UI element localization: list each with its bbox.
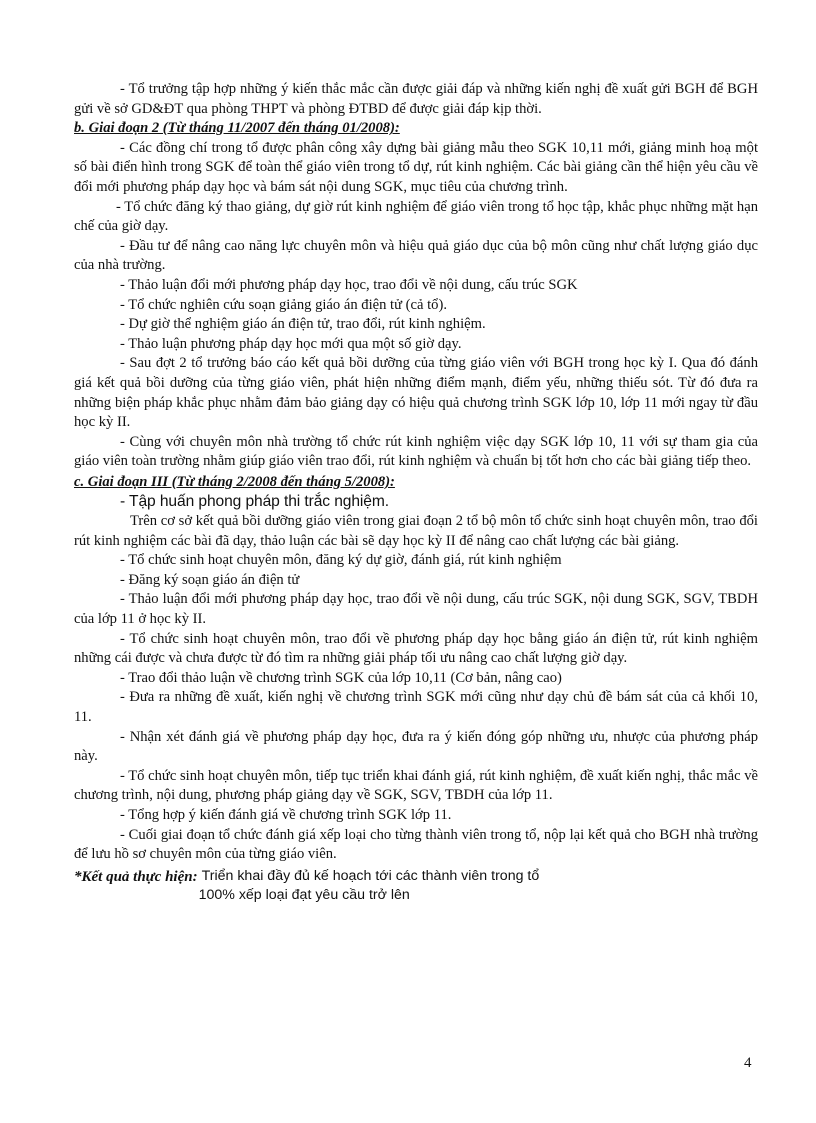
stage2-item: - Cùng với chuyên môn nhà trường tổ chức rút kinh nghiệm việc dạy SGK lớp 10, 11 với sự tham gia của giáo viên toàn trường nhằm giúp giáo viên trao đổi, rút kinh nghiệm và chuẩn bị tốt hơn cho các bài giảng tiếp theo. — [74, 433, 758, 470]
stage2-item: - Đầu tư để nâng cao năng lực chuyên môn và hiệu quả giáo dục của bộ môn cũng như chất lượng giáo dục của nhà trường. — [74, 237, 758, 274]
stage2-heading: b. Giai đoạn 2 (Từ tháng 11/2007 đến tháng 01/2008): — [74, 120, 400, 137]
stage3-heading: c. Giai đoạn III (Từ tháng 2/2008 đến tháng 5/2008): — [74, 473, 395, 490]
stage2-item: - Dự giờ thể nghiệm giáo án điện tử, trao đổi, rút kinh nghiệm. — [120, 316, 486, 333]
stage3-item: - Tổ chức sinh hoạt chuyên môn, đăng ký dự giờ, đánh giá, rút kinh nghiệm — [120, 552, 562, 569]
page-number: 4 — [744, 1055, 752, 1071]
stage3-item: - Đưa ra những đề xuất, kiến nghị về chương trình SGK mới cũng như dạy chủ đề bám sát của cả khối 10, 11. — [74, 689, 758, 725]
stage2-item: - Sau đợt 2 tổ trưởng báo cáo kết quả bồi dưỡng của từng giáo viên với BGH trong học kỳ I. Qua đó đánh giá kết quả bồi dưỡng của từng giáo viên, phát hiện những điểm mạnh, điểm yếu, những thiếu sót. Từ đó đưa ra những biện pháp khắc phục nhằm đảm bảo giảng dạy có hiệu quả chương trình SGK lớp 10, lớp 11 mới ngay từ đầu học kỳ II. — [74, 355, 758, 431]
stage2-item: - Thảo luận phương pháp dạy học mới qua một số giờ dạy. — [120, 335, 462, 352]
result-line: 100% xếp loại đạt yêu cầu trở lên — [198, 886, 410, 903]
paragraph: - Tổ trưởng tập hợp những ý kiến thắc mắc cần được giải đáp và những kiến nghị đề xuất gửi BGH để BGH gửi về sở GD&ĐT qua phòng THPT và phòng ĐTBD để được giải đáp kịp thời. — [74, 81, 758, 117]
stage2-item: - Tổ chức nghiên cứu soạn giảng giáo án điện tử (cả tổ). — [120, 296, 447, 313]
stage3-item: - Thảo luận đổi mới phương pháp dạy học, trao đổi về nội dung, cấu trúc SGK, nội dung SGK, SGV, TBDH của lớp 11 ở học kỳ II. — [74, 591, 758, 628]
stage3-subheading: - Tập huấn phong pháp thi trắc nghiệm. — [120, 493, 389, 511]
stage3-intro: Trên cơ sở kết quả bồi dưỡng giáo viên trong giai đoạn 2 tổ bộ môn tổ chức sinh hoạt chuyên môn, trao đổi rút kinh nghiệm các bài đã dạy, thảo luận các bài sẽ dạy học kỳ II để nâng cao chất lượng các bài giảng. — [74, 513, 758, 549]
stage2-item: - Tổ chức đăng ký thao giảng, dự giờ rút kinh nghiệm để giáo viên trong tổ học tập, khắc phục những mặt hạn chế của giờ dạy. — [74, 198, 758, 235]
result-section — [74, 867, 758, 905]
stage3-item: - Trao đổi thảo luận về chương trình SGK của lớp 10,11 (Cơ bản, nâng cao) — [120, 669, 562, 686]
stage3-item: - Tổ chức sinh hoạt chuyên môn, tiếp tục triển khai đánh giá, rút kinh nghiệm, đề xuất kiến nghị, thắc mắc về chương trình, nội dung, phương pháp giảng dạy về SGK, SGV, TBDH của lớp 11. — [74, 767, 758, 804]
stage3-item: - Tổ chức sinh hoạt chuyên môn, trao đổi về phương pháp dạy học bằng giáo án điện tử, rút kinh nghiệm những cái được và chưa được từ đó tìm ra những giải pháp tối ưu nâng cao chất lượng giờ dạy. — [74, 630, 758, 667]
stage3-item: - Tổng hợp ý kiến đánh giá về chương trình SGK lớp 11. — [120, 806, 452, 823]
stage3-item: - Đăng ký soạn giáo án điện tử — [120, 571, 300, 588]
document-body — [74, 80, 758, 905]
result-values — [198, 867, 540, 905]
stage2-item: - Thảo luận đổi mới phương pháp dạy học, trao đổi về nội dung, cấu trúc SGK — [120, 276, 578, 293]
result-line: Triển khai đầy đủ kế hoạch tới các thành viên trong tổ — [201, 867, 540, 884]
result-label: *Kết quả thực hiện: — [74, 868, 198, 885]
stage3-item: - Nhận xét đánh giá về phương pháp dạy học, đưa ra ý kiến đóng góp những ưu, nhược của phương pháp này. — [74, 728, 758, 765]
stage3-item: - Cuối giai đoạn tổ chức đánh giá xếp loại cho từng thành viên trong tổ, nộp lại kết quả cho BGH nhà trường để lưu hồ sơ chuyên môn của từng giáo viên. — [74, 826, 758, 863]
stage2-item: - Các đồng chí trong tổ được phân công xây dựng bài giảng mẫu theo SGK 10,11 mới, giảng minh hoạ một số bài điển hình trong SGK để toàn thể giáo viên trong tổ dự, rút kinh nghiệm. Các bài giảng cần thể hiện yêu cầu về đổi mới phương pháp dạy học và bám sát nội dung SGK, mục tiêu của chương trình. — [74, 139, 758, 195]
